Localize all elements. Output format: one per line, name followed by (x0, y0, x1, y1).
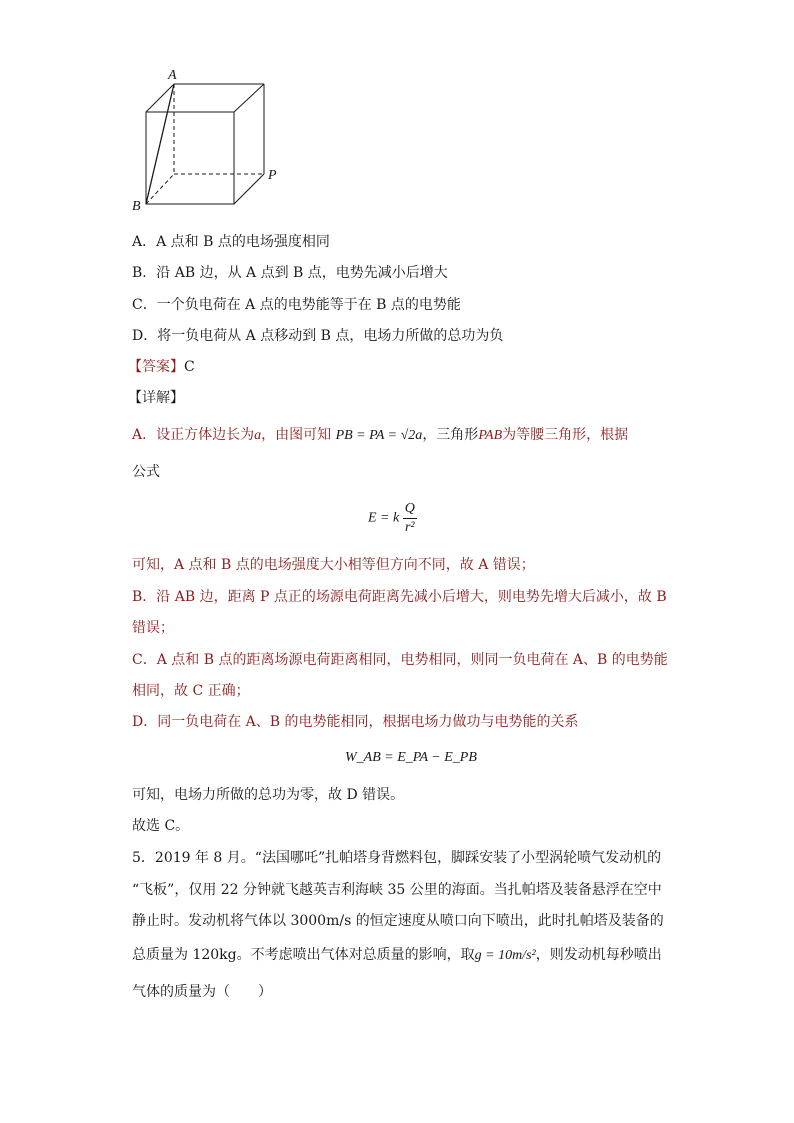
cube-figure (125, 66, 295, 216)
detail-b-line1: B．沿 AB 边，距离 P 点正的场源电荷距离先减小后增大，则电势先增大后减小，故 B (132, 589, 667, 605)
point-label-b: B (132, 199, 141, 214)
detail-c-line2: 相同，故 C 正确； (132, 683, 250, 699)
detail-a-line2: 公式 (132, 464, 160, 480)
cube-edge (234, 174, 264, 204)
cube-edge (146, 84, 174, 112)
answer-value: C (184, 359, 195, 375)
cube-edge (234, 84, 264, 112)
detail-final: 故选 C。 (132, 818, 190, 834)
question5-line2: “飞板”，仅用 22 分钟就飞越英吉利海峡 35 公里的海面。当扎帕塔及装备悬浮在空中 (132, 882, 662, 898)
question5-line4: 总质量为 120kg。不考虑喷出气体对总质量的影响，取g = 10m/s²，则发动机每秒喷出 (132, 947, 662, 963)
detail-d-conclusion: 可知，电场力所做的总功为零，故 D 错误。 (132, 787, 405, 803)
question5-line5: 气体的质量为（ ） (132, 984, 272, 1000)
question5-line1: 5．2019 年 8 月。“法国哪吒”扎帕塔身背燃料包，脚踩安装了小型涡轮喷气发动机的 (132, 850, 662, 866)
answer-label: 【答案】 (128, 359, 184, 375)
formula-e-fraction: $\frac{Q}{\text{r²}}$ (404, 501, 415, 535)
answer-line (128, 357, 195, 377)
option-a: A．A 点和 B 点的电场强度相同 (132, 234, 330, 250)
detail-d-line1: D．同一负电荷在 A、B 的电势能相同，根据电场力做功与电势能的关系 (132, 714, 579, 730)
detail-a-line1: A．设正方体边长为a，由图可知 PB = PA = √2a，三角形PAB为等腰三角形，根据 (132, 427, 629, 443)
option-d: D．将一负电荷从 A 点移动到 B 点，电场力所做的总功为负 (132, 328, 504, 344)
option-b: B．沿 AB 边，从 A 点到 B 点，电势先减小后增大 (132, 265, 448, 281)
formula-w: W_AB = E_PA − E_PB (345, 750, 477, 765)
formula-pb-pa: PB = PA = √2a (335, 428, 423, 443)
segment-ab (146, 84, 174, 204)
detail-a-conclusion: 可知，A 点和 B 点的电场强度大小相等但方向不同，故 A 错误； (132, 557, 535, 573)
point-label-p: P (268, 168, 277, 183)
point-label-a: A (168, 68, 177, 83)
option-c: C．一个负电荷在 A 点的电势能等于在 B 点的电势能 (132, 297, 461, 313)
cube-hidden-edge (146, 174, 174, 204)
formula-e: E = k $\frac{Q}{\text{r²}}$ (368, 501, 415, 535)
detail-label: 【详解】 (128, 390, 184, 406)
detail-b-line2: 错误； (132, 620, 174, 636)
cube-front-face (146, 112, 234, 204)
detail-c-line1: C．A 点和 B 点的距离场源电荷距离相同，电势相同，则同一负电荷在 A、B 的电势能 (132, 652, 668, 668)
formula-g: g = 10m/s² (474, 948, 536, 963)
question5-line3: 静止时。发动机将气体以 3000m/s 的恒定速度从喷口向下喷出，此时扎帕塔及装备的 (132, 913, 664, 929)
